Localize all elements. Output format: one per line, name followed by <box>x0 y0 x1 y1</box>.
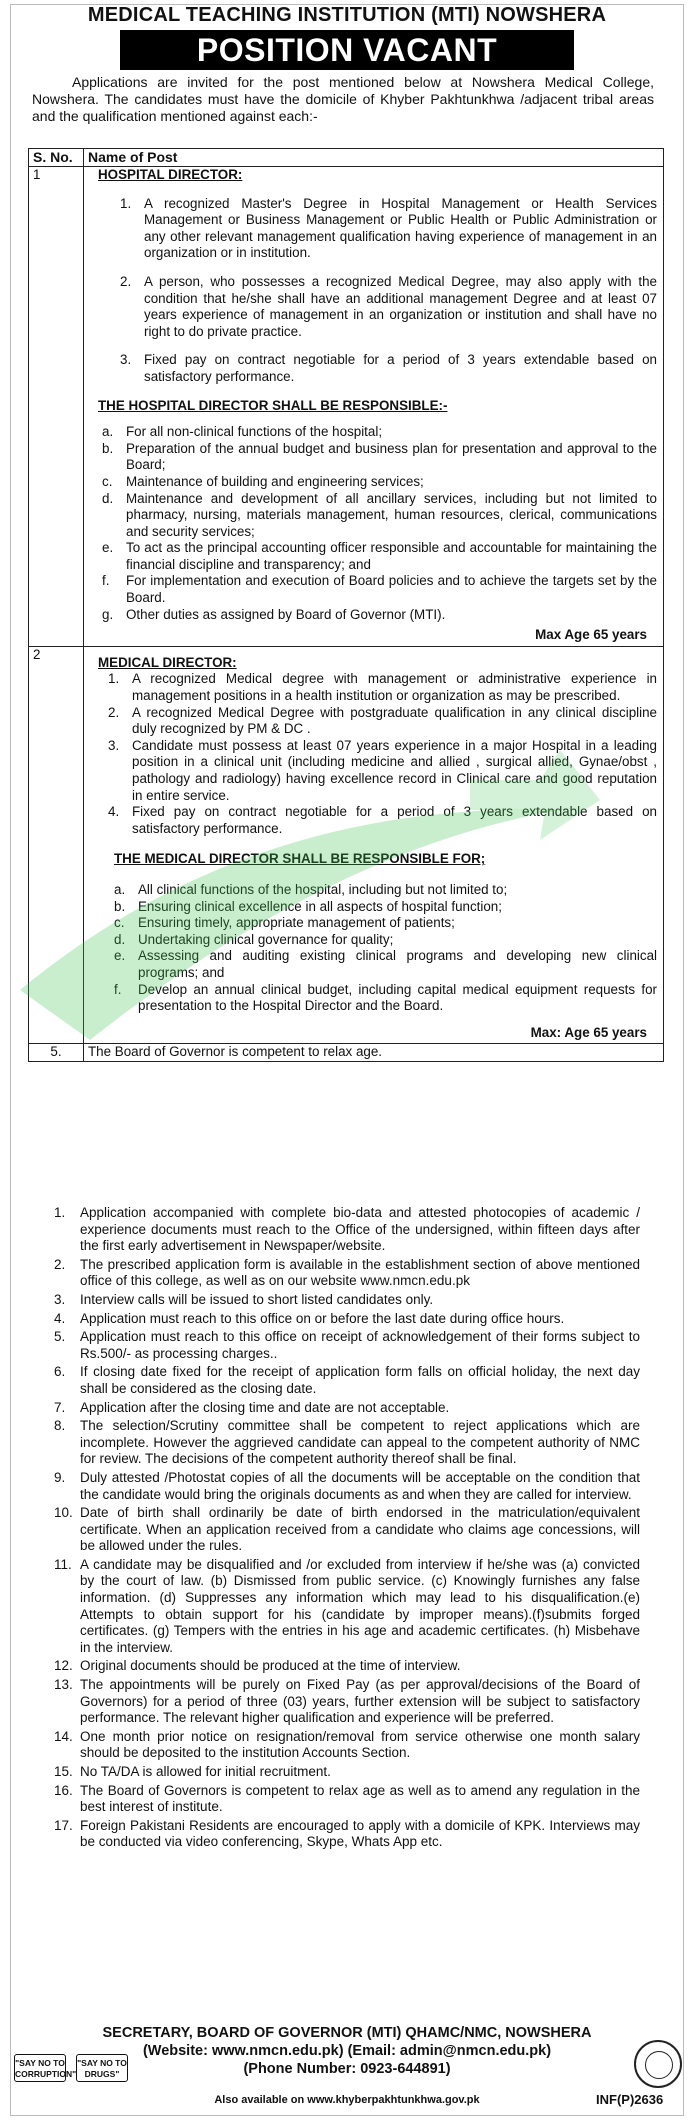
item-text: The appointments will be purely on Fixed Pay (as per approval/decisions of the Board of Governors) for a period of three (03) years, further extension will be subject to satisfactory performance. The relevant higher qualification and experience will be preferred. <box>80 1677 640 1726</box>
item-marker: 2. <box>108 704 120 720</box>
item-text: A candidate may be disqualified and /or excluded from interview if he/she was (a) convicted by the court of law. (b) Dismissed from public service. (c) Knowingly furnishes any false information. (d) Suppresses any information which may lead to his disqualification.(e) Attempts to obtain support for his (candidate by improper means).(f)submits forged certificates. (g) Tempers with the entries in his age and academic certificates. (h) Misbehave in the interview. <box>80 1556 640 1655</box>
list-item <box>114 915 657 932</box>
responsibility-list <box>98 424 657 623</box>
list-item <box>114 948 657 981</box>
item-marker: f. <box>102 573 110 589</box>
item-marker: d. <box>102 490 114 506</box>
list-item <box>114 899 657 916</box>
item-marker: f. <box>114 981 122 997</box>
list-item <box>102 607 657 624</box>
item-marker: 15. <box>54 1764 73 1779</box>
post-title: MEDICAL DIRECTOR: <box>98 654 237 670</box>
item-marker: e. <box>102 540 114 556</box>
table-row-hospital-director <box>29 167 664 647</box>
item-text: Date of birth shall ordinarily be date of birth endorsed in the matriculation/equivalent certificate. When an application received from a candidate who claims age concessions, will be allowed under the rules. <box>80 1505 640 1554</box>
list-item <box>120 274 657 340</box>
age-relax-text: The Board of Governor is competent to relax age. <box>84 1044 664 1062</box>
item-text: For implementation and execution of Board policies and to achieve the targets set by the Board. <box>126 573 657 606</box>
item-text: Undertaking clinical governance for quality; <box>138 931 394 947</box>
item-marker: 3. <box>54 1291 66 1307</box>
list-item <box>102 474 657 491</box>
list-item <box>108 738 657 804</box>
list-item <box>114 932 657 949</box>
item-marker: 1. <box>108 671 120 687</box>
row-sno: 5. <box>29 1044 84 1062</box>
item-text: Candidate must possess at least 07 years experience in a major Hospital in a leading position in a clinical unit (including medicine and allied , surgical allied, Gynae/obst , pathology and radiology) having excellence record in Clinical care and good reputation in entire service. <box>132 737 657 803</box>
item-text: Foreign Pakistani Residents are encouraged to apply with a domicile of KPK. Interviews may be conducted via video conferencing, Skype, Whats App etc. <box>80 1817 640 1850</box>
position-vacant-banner: POSITION VACANT <box>120 30 574 70</box>
item-marker: a. <box>114 881 126 897</box>
item-marker: 14. <box>54 1728 73 1744</box>
list-item <box>114 882 657 899</box>
say-no-to-drugs-badge: "SAY NO TO DRUGS" <box>76 2054 128 2082</box>
item-text: A person, who possesses a recognized Medical Degree, may also apply with the condition that he/she shall have an additional management Degree and at least 07 years experience of management in an organization or institution and shall have no right to do private practice. <box>144 273 657 339</box>
item-text: Develop an annual clinical budget, including capital medical equipment requests for presentation to the Hospital Director and the Board. <box>138 981 657 1014</box>
intro-paragraph: Applications are invited for the post mentioned below at Nowshera Medical College, Nowshera. The candidates must have the domicile of Khyber Pakhtunkhwa /adjacent tribal areas and the qualification mentioned against each:- <box>32 74 654 124</box>
item-text: Application after the closing time and date are not acceptable. <box>80 1399 450 1415</box>
item-marker: 8. <box>54 1418 66 1434</box>
item-text: For all non-clinical functions of the hospital; <box>126 424 383 440</box>
item-marker: 3. <box>120 352 132 368</box>
item-text: Interview calls will be issued to short listed candidates only. <box>80 1291 434 1307</box>
list-item <box>120 352 657 385</box>
item-text: To act as the principal accounting officer responsible and accountable for maintaining the financial discipline and transparency; and <box>126 540 657 572</box>
item-text: Maintenance and development of all ancillary services, including but not limited to pharmacy, nursing, materials management, human resources, clerical, communications and security services; <box>126 490 657 539</box>
item-marker: b. <box>114 898 126 914</box>
row-sno: 2 <box>29 646 84 1043</box>
list-item <box>108 804 657 837</box>
list-item <box>54 1418 640 1468</box>
footer-phone: (Phone Number: 0923-644891) <box>243 2061 451 2077</box>
list-item <box>54 1400 640 1417</box>
item-text: Application must reach to this office on receipt of acknowledgement of their forms subject to Rs.500/- as processing charges.. <box>80 1329 640 1361</box>
also-available-text: Also available on www.khyberpakhtunkhwa.gov.pk <box>214 2094 480 2106</box>
item-marker: a. <box>102 424 114 440</box>
item-text: Ensuring timely, appropriate management of patients; <box>138 915 455 931</box>
item-marker: 16. <box>54 1782 73 1798</box>
item-marker: b. <box>102 440 114 456</box>
institution-title: MEDICAL TEACHING INSTITUTION (MTI) NOWSHERA <box>87 4 607 26</box>
list-item <box>54 1364 640 1397</box>
list-item <box>102 540 657 573</box>
item-marker: 10. <box>54 1505 73 1521</box>
item-text: Ensuring clinical excellence in all aspects of hospital function; <box>138 898 502 914</box>
footer-contact <box>0 2024 694 2078</box>
item-marker: 1. <box>120 195 132 211</box>
item-marker: d. <box>114 931 126 947</box>
footer-website-email: (Website: www.nmcn.edu.pk) (Email: admin@nmcn.edu.pk) <box>142 2043 552 2059</box>
inf-number: INF(P)2636 <box>596 2092 664 2107</box>
item-marker: g. <box>102 606 114 622</box>
responsibility-list <box>98 882 657 1015</box>
post-cell <box>84 167 664 647</box>
table-row-age-relax <box>29 1044 664 1062</box>
item-marker: c. <box>102 473 113 489</box>
list-item <box>102 491 657 541</box>
responsibility-title: THE HOSPITAL DIRECTOR SHALL BE RESPONSIBLE:- <box>98 397 448 413</box>
item-text: All clinical functions of the hospital, including but not limited to; <box>138 881 508 897</box>
row-sno: 1 <box>29 167 84 647</box>
list-item <box>54 1257 640 1290</box>
list-item <box>54 1311 640 1328</box>
item-text: A recognized Medical degree with management or administrative experience in management positions in a health institution or organization as may be prescribed. <box>132 671 657 704</box>
item-marker: c. <box>114 915 125 931</box>
item-text: Fixed pay on contract negotiable for a period of 3 years extendable based on satisfactory performance. <box>144 352 657 384</box>
item-marker: 4. <box>54 1310 66 1326</box>
terms-list <box>54 1205 640 1853</box>
seal-icon <box>634 2040 682 2088</box>
item-marker: 2. <box>54 1256 66 1272</box>
list-item <box>54 1764 640 1781</box>
list-item <box>114 982 657 1015</box>
item-text: A recognized Medical Degree with postgraduate qualification in any clinical discipline duly recognized by PM & DC . <box>132 704 657 737</box>
item-text: Original documents should be produced at the time of interview. <box>80 1658 461 1674</box>
list-item <box>54 1818 640 1851</box>
say-no-to-corruption-badge: "SAY NO TO CORRUPTION" <box>14 2054 66 2082</box>
post-title: HOSPITAL DIRECTOR: <box>98 167 243 182</box>
item-marker: 5. <box>54 1329 66 1345</box>
list-item <box>120 196 657 262</box>
item-marker: 7. <box>54 1399 66 1415</box>
list-item <box>54 1505 640 1555</box>
responsibility-title: THE MEDICAL DIRECTOR SHALL BE RESPONSIBLE FOR; <box>114 851 486 867</box>
item-text: One month prior notice on resignation/removal from service otherwise one month salary should be deposited to the institution Accounts Section. <box>80 1728 640 1761</box>
item-text: Fixed pay on contract negotiable for a period of 3 years extendable based on satisfactory performance. <box>132 804 657 836</box>
item-marker: 11. <box>54 1556 72 1572</box>
item-marker: 13. <box>54 1677 73 1693</box>
list-item <box>102 573 657 606</box>
list-item <box>54 1470 640 1503</box>
item-text: The selection/Scrutiny committee shall be competent to reject applications which are incomplete. However the aggrieved candidate can appeal to the competent authority of NMC for review. The decisions of the competent authority thereof shall be final. <box>80 1418 640 1467</box>
list-item <box>108 705 657 738</box>
item-text: The Board of Governors is competent to relax age as well as to amend any regulation in the best interest of institute. <box>80 1782 640 1815</box>
item-text: A recognized Master's Degree in Hospital Management or Health Services Management or Business Management or Public Health or Public Administration or any other relevant management qualification having experience of management in an organization or in institution. <box>144 195 657 261</box>
list-item <box>54 1783 640 1816</box>
list-item <box>102 441 657 474</box>
max-age: Max: Age 65 years <box>530 1024 647 1040</box>
list-item <box>102 424 657 441</box>
list-item <box>108 671 657 704</box>
table-header-row <box>29 149 664 167</box>
item-marker: 9. <box>54 1469 66 1485</box>
qualification-list <box>98 196 657 386</box>
item-marker: 12. <box>54 1658 73 1674</box>
item-text: No TA/DA is allowed for initial recruitment. <box>80 1764 331 1779</box>
posts-table <box>28 148 664 1062</box>
item-marker: 6. <box>54 1364 66 1380</box>
item-text: Maintenance of building and engineering services; <box>126 473 424 489</box>
item-text: The prescribed application form is available in the establishment section of above mentioned office of this college, as well as on our website www.nmcn.edu.pk <box>80 1256 640 1289</box>
item-text: If closing date fixed for the receipt of application form falls on official holiday, the next day shall be considered as the closing date. <box>80 1364 640 1396</box>
footer-secretary: SECRETARY, BOARD OF GOVERNOR (MTI) QHAMC/NMC, NOWSHERA <box>102 2025 592 2041</box>
item-text: Duly attested /Photostat copies of all the documents will be acceptable on the condition that the candidate would bring the originals documents as and when they are called for interview. <box>80 1469 640 1502</box>
item-text: Assessing and auditing existing clinical programs and developing new clinical programs; and <box>138 948 657 980</box>
list-item <box>54 1329 640 1362</box>
table-row-medical-director <box>29 646 664 1043</box>
item-text: Application must reach to this office on or before the last date during office hours. <box>80 1310 565 1326</box>
max-age: Max Age 65 years <box>535 627 647 643</box>
item-text: Preparation of the annual budget and business plan for presentation and approval to the Board; <box>126 440 657 473</box>
header-sno: S. No. <box>29 149 84 167</box>
item-marker: 2. <box>120 273 132 289</box>
item-text: Other duties as assigned by Board of Governor (MTI). <box>126 606 446 622</box>
list-item <box>54 1205 640 1255</box>
item-marker: 17. <box>54 1817 73 1833</box>
item-text: Application accompanied with complete bio-data and attested photocopies of academic / experience documents must reach to the Office of the undersigned, within fifteen days after the first early advertisement in Newspaper/website. <box>80 1205 640 1254</box>
header-name-of-post: Name of Post <box>84 149 664 167</box>
post-cell <box>84 646 664 1043</box>
item-marker: 4. <box>108 804 120 820</box>
item-marker: 3. <box>108 737 120 753</box>
item-marker: 1. <box>54 1205 66 1220</box>
list-item <box>54 1729 640 1762</box>
list-item <box>54 1677 640 1727</box>
list-item <box>54 1658 640 1675</box>
list-item <box>54 1557 640 1657</box>
item-marker: e. <box>114 948 126 964</box>
list-item <box>54 1292 640 1309</box>
qualification-list <box>98 671 657 837</box>
